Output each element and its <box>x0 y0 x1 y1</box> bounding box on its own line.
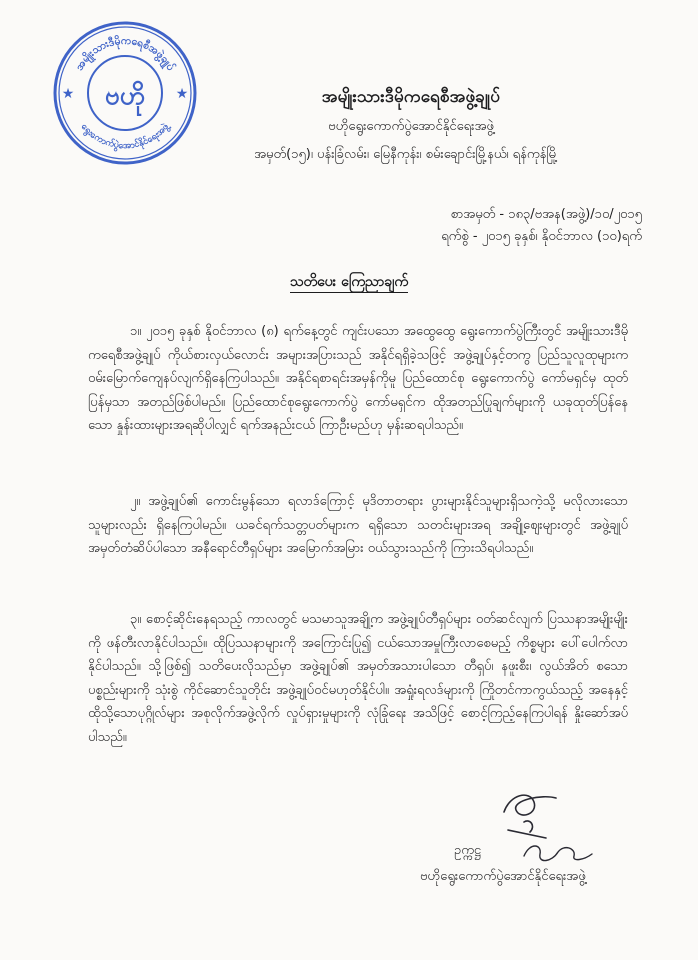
organization-subtitle: ဗဟိုရွေးကောက်ပွဲအောင်နိုင်ရေးအဖွဲ့ <box>328 119 494 134</box>
signature-flourish <box>518 838 598 868</box>
document-title <box>0 272 698 293</box>
svg-text:အမျိုးသားဒီမိုကရေစီအဖွဲ့ချုပ် <box>73 34 177 73</box>
paragraph-number: ၃။ <box>130 612 142 627</box>
signatory-title: ဥက္ကဋ္ဌ <box>454 843 481 858</box>
reference-date: ရက်စွဲ - ၂၀၁၅ ခုနှစ်၊ နိုဝင်ဘာလ (၁၀)ရက် <box>441 229 642 244</box>
seal-star-left-icon: ★ <box>61 86 75 102</box>
paragraph-text: စောင့်ဆိုင်းနေရသည့် ကာလတွင် မသမာသူအချို့က အဖွဲ့ချုပ်တီရှပ်များ ဝတ်ဆင်လျက် ပြဿနာအမျိုးမျိုးကို ဖန်တီးလာနိုင်ပါသည်။ ထိုပြဿနာများကို အကြောင်းပြု၍ ငယ်သောအမှုကြီးလာစေမည့် ကိစ္စများ ပေါ်ပေါက်လာနိုင်ပါသည်။ သို့ဖြစ်၍ သတိပေးလိုသည်မှာ အဖွဲ့ချုပ်၏ အမှတ်အသားပါသော တီရှပ်၊ နဖူးစီး၊ လွယ်အိတ် စသော ပစ္စည်းများကို သုံးစွဲ ကိုင်ဆောင်သူတိုင်း အဖွဲ့ချုပ်ဝင်မဟုတ်နိုင်ပါ။ အရှုံးရလဒ်များကို ကြိုတင်ကာကွယ်သည့် အနေနှင့် ထိုသို့သောပုဂ္ဂိုလ်များ အစုလိုက်အဖွဲ့လိုက် လှုပ်ရှားမှုများကို လုံခြုံရေး အသိဖြင့် စောင့်ကြည့်နေကြပါရန် နှိုးဆော်အပ်ပါသည်။ <box>88 612 628 745</box>
organization-name: အမျိုးသားဒီမိုကရေစီအဖွဲ့ချုပ် <box>321 87 501 107</box>
seal-star-right-icon: ★ <box>175 86 189 102</box>
signatory-organization: ဗဟိုရွေးကောက်ပွဲအောင်နိုင်ရေးအဖွဲ့ <box>420 869 586 884</box>
paragraph-text: အဖွဲ့ချုပ်၏ ကောင်းမွန်သော ရလာဒ်ကြောင့် မုဒိတာတရား ပွားများနိုင်သူများရှိသကဲ့သို့ မလိုလားသော သူများလည်း ရှိနေကြပါမည်။ ယခင်ရက်သတ္တပတ်များက ရရှိသော သတင်းများအရ အချို့ဈေးများတွင် အဖွဲ့ချုပ်အမှတ်တံဆိပ်ပါသော အနီရောင်တီရှပ်များ အမြောက်အမြား ဝယ်သွားသည်ကို ကြားသိရပါသည်။ <box>88 494 628 556</box>
paragraph-number: ၁။ <box>130 324 142 339</box>
paragraph-2 <box>88 490 628 561</box>
paragraph-1 <box>88 320 628 438</box>
paragraph-number: ၂။ <box>130 494 141 509</box>
paragraph-text: ၂၀၁၅ ခုနှစ် နိုဝင်ဘာလ (၈) ရက်နေ့တွင် ကျင်းပသော အထွေထွေ ရွေးကောက်ပွဲကြီးတွင် အမျိုးသားဒီမိုကရေစီအဖွဲ့ချုပ် ကိုယ်စားလှယ်လောင်း အများအပြားသည် အနိုင်ရရှိခဲ့သဖြင့် အဖွဲ့ချုပ်နှင့်တကွ ပြည်သူလူထုများက ဝမ်းမြောက်ကျေနပ်လျက်ရှိနေကြပါသည်။ အနိုင်ရစာရင်းအမှန်ကိုမူ ပြည်ထောင်စု ရွေးကောက်ပွဲ ကော်မရှင်မှ ထုတ်ပြန်မှသာ အတည်ဖြစ်ပါမည်။ ပြည်ထောင်စုရွေးကောက်ပွဲ ကော်မရှင်က ထိုအတည်ပြုချက်များကို ယခုထုတ်ပြန်နေသော နှုန်းထားများအရဆိုပါလျှင် ရက်အနည်းငယ် ကြာဦးမည်ဟု မှန်းဆရပါသည်။ <box>88 324 628 433</box>
seal-center-text: ဗဟို <box>104 81 146 111</box>
document-title-text: သတိပေး ကြေညာချက် <box>290 274 408 293</box>
organization-address: အမှတ်(၁၅)၊ ပန်းခြံလမ်း၊ မြေနီကုန်း၊ စမ်းချောင်းမြို့နယ်၊ ရန်ကုန်မြို့ <box>254 147 558 162</box>
paragraph-3 <box>88 608 628 749</box>
seal-ring-top-text: အမျိုးသားဒီမိုကရေစီအဖွဲ့ချုပ် <box>73 34 177 73</box>
seal-ring-bottom-text: ရွေးကောက်ပွဲအောင်နိုင်ရေးအဖွဲ့ <box>78 121 172 152</box>
reference-number: စာအမှတ် - ၁၈၃/ဗအန(အဖွဲ့)/၁၀/၂၀၁၅ <box>450 207 642 222</box>
handwritten-signature <box>490 780 580 844</box>
